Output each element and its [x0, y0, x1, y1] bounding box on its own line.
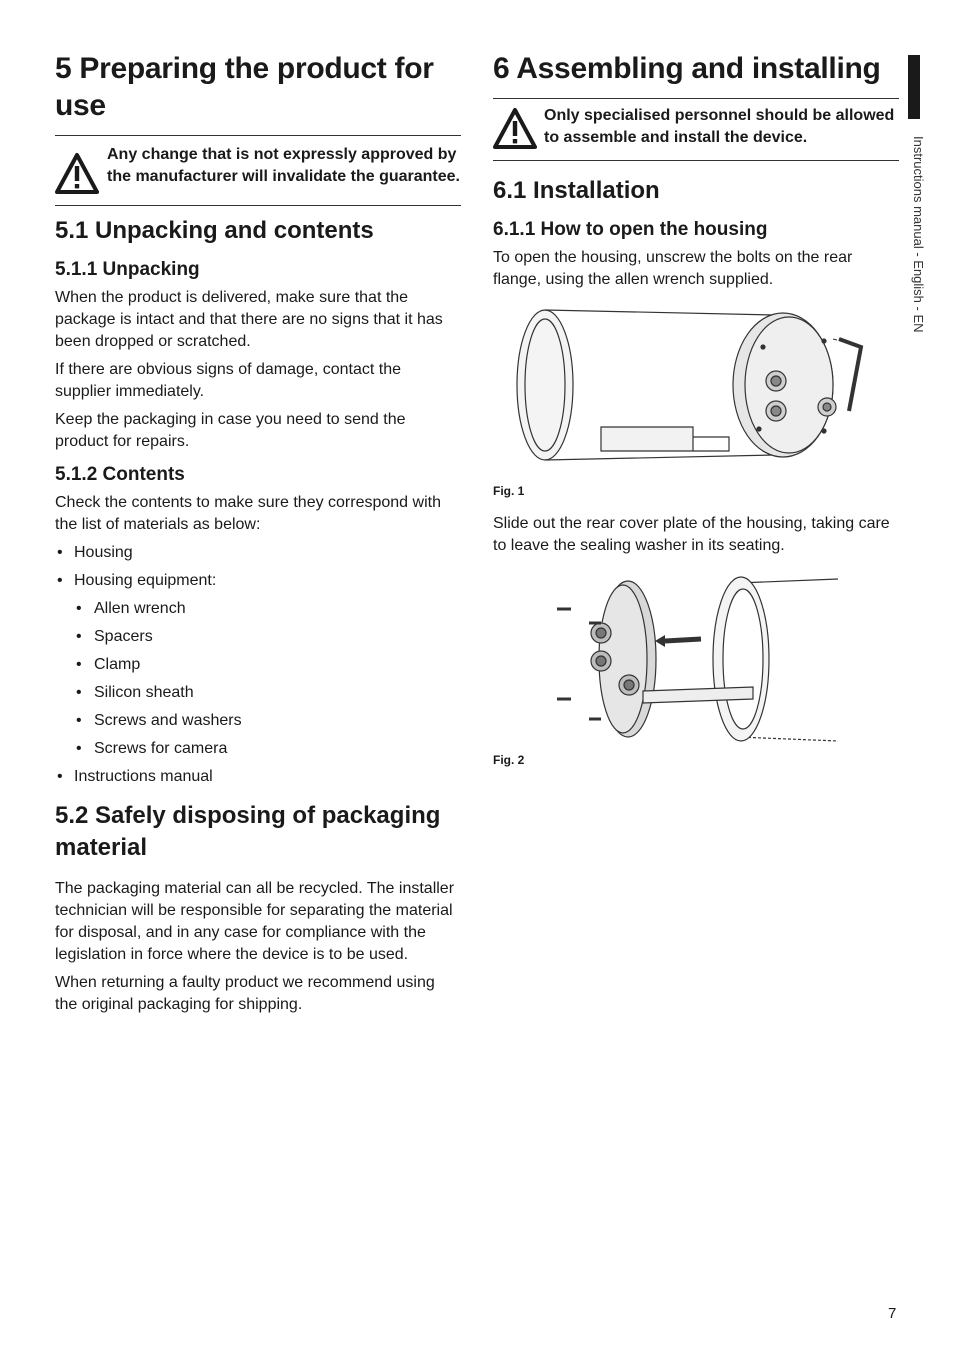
section-5-1-title: 5.1 Unpacking and contents [55, 217, 374, 244]
paragraph: When the product is delivered, make sure that the package is intact and that there are no signs that it has been dropped or scratched. [55, 289, 443, 350]
list-item: • Instructions manual [55, 766, 461, 788]
list-item: • Housing equipment: [55, 570, 461, 592]
figure-2-rear-cover-illustration [493, 569, 899, 749]
right-column [493, 50, 899, 768]
chapter-6-title: 6 Assembling and installing [493, 52, 881, 85]
chapter-6-warning [493, 98, 899, 161]
list-item: • Spacers [55, 626, 461, 648]
contents-list-end [55, 766, 461, 788]
list-item: • Housing [55, 542, 461, 564]
list-item: • Clamp [55, 654, 461, 676]
paragraph: Keep the packaging in case you need to send the product for repairs. [55, 411, 406, 450]
section-6-1-1-title: 6.1.1 How to open the housing [493, 219, 768, 240]
list-item: • Silicon sheath [55, 682, 461, 704]
warning-text: Only specialised personnel should be allowed to assemble and install the device. [544, 107, 895, 146]
paragraph: Check the contents to make sure they correspond with the list of materials as below: [55, 494, 441, 533]
sidebar-manual-label: Instructions manual - English - EN [911, 136, 926, 333]
paragraph: To open the housing, unscrew the bolts on the rear flange, using the allen wrench supplied. [493, 249, 853, 288]
figure-1-caption: Fig. 1 [493, 484, 525, 498]
section-6-1-title: 6.1 Installation [493, 177, 660, 204]
paragraph: When returning a faulty product we recommend using the original packaging for shipping. [55, 974, 435, 1013]
figure-2-caption: Fig. 2 [493, 753, 525, 767]
chapter-tab-marker [908, 55, 920, 119]
paragraph: Slide out the rear cover plate of the housing, taking care to leave the sealing washer in its seating. [493, 515, 890, 554]
warning-triangle-icon [493, 107, 537, 151]
list-item: • Screws and washers [55, 710, 461, 732]
section-5-1-1-title: 5.1.1 Unpacking [55, 259, 200, 280]
warning-triangle-icon [55, 152, 99, 196]
equipment-sublist [55, 598, 461, 760]
page-number: 7 [888, 1305, 897, 1322]
paragraph: The packaging material can all be recycled. The installer technician will be responsible for separating the material for disposal, and in any case for compliance with the legislation in force where the device is to be used. [55, 880, 455, 963]
contents-list [55, 542, 461, 592]
paragraph: If there are obvious signs of damage, contact the supplier immediately. [55, 361, 401, 400]
chapter-5-title: 5 Preparing the product for use [55, 52, 434, 122]
list-item: • Allen wrench [55, 598, 461, 620]
section-5-2-title: 5.2 Safely disposing of packaging material [55, 802, 441, 861]
list-item: • Screws for camera [55, 738, 461, 760]
figure-1-housing-illustration [493, 303, 899, 473]
chapter-5-warning [55, 135, 461, 206]
warning-text: Any change that is not expressly approved by the manufacturer will invalidate the guarantee. [107, 146, 460, 185]
section-5-1-2-title: 5.1.2 Contents [55, 464, 185, 485]
left-column [55, 50, 461, 1016]
